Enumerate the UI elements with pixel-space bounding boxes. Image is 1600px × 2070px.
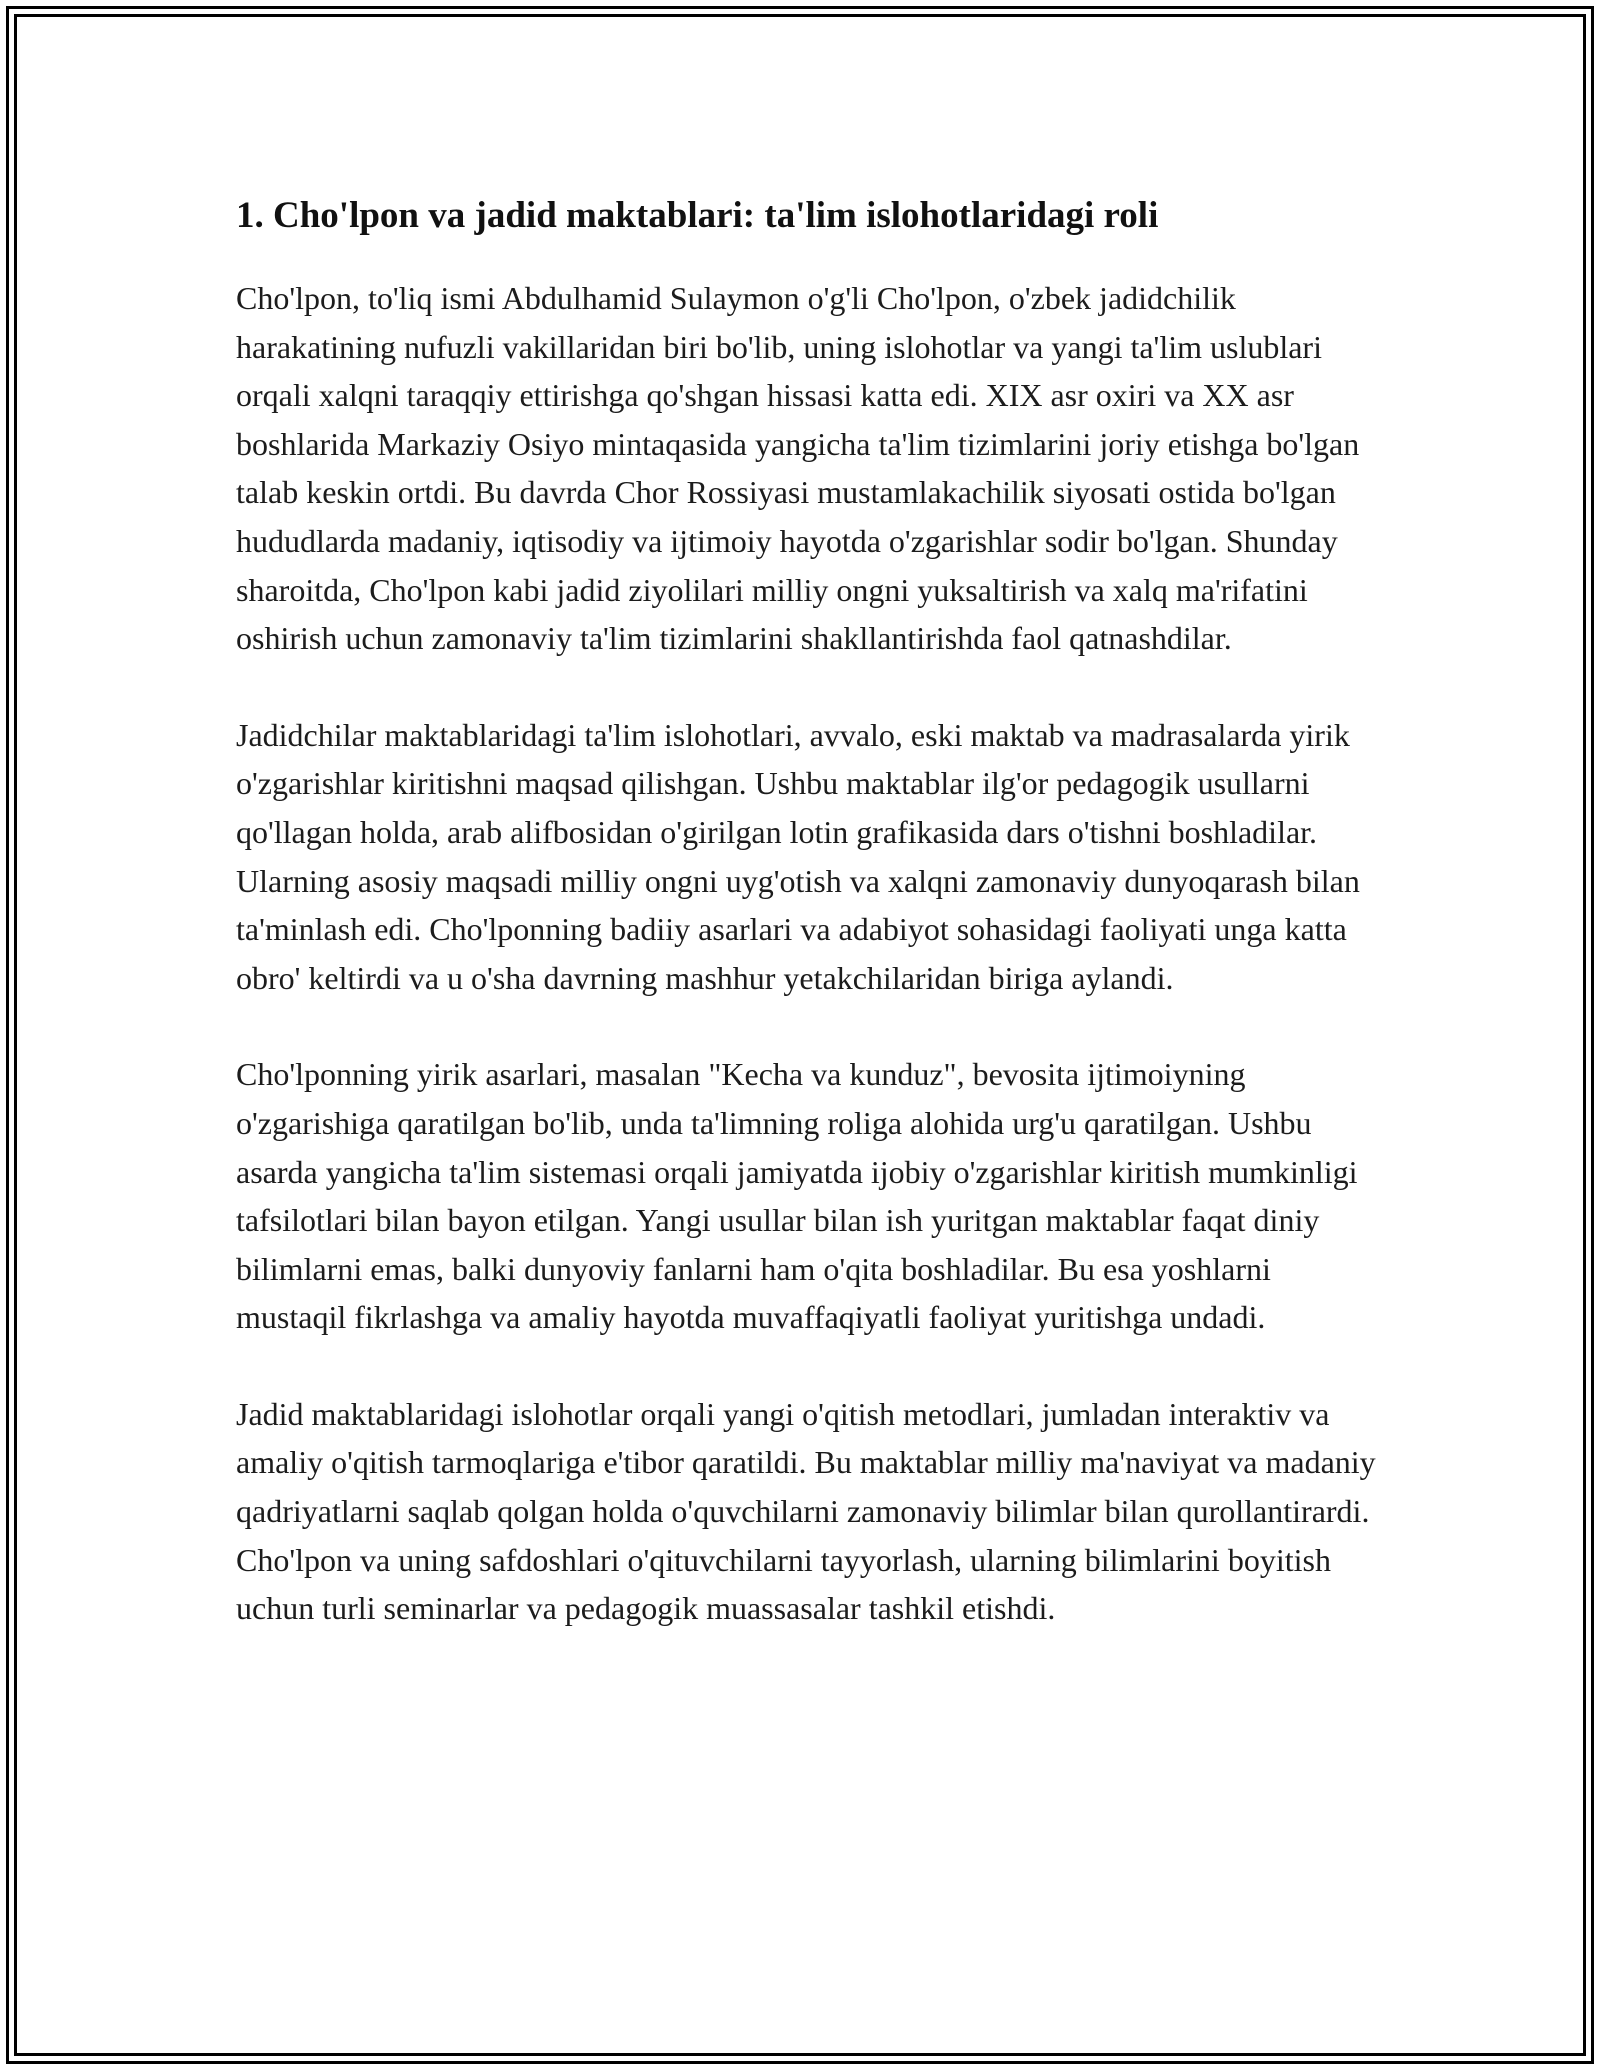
paragraph-3: Cho'lponning yirik asarlari, masalan "Kecha va kunduz", bevosita ijtimoiyning o'zgarishiga qaratilgan bo'lib, unda ta'limning roliga alohida urg'u qaratilgan. Ushbu asarda yangicha ta'lim sistemasi orqali jamiyatda ijobiy o'zgarishlar kiritish mumkinligi tafsilotlari bilan bayon etilgan. Yangi usullar bilan ish yuritgan maktablar faqat diniy bilimlarni emas, balki dunyoviy fanlarni ham o'qita boshladilar. Bu esa yoshlarni mustaqil fikrlashga va amaliy hayotda muvaffaqiyatli faoliyat yuritishga undadi. xyxy=(236,1056,1358,1336)
document-body xyxy=(236,180,1376,1633)
paragraph-2: Jadidchilar maktablaridagi ta'lim islohotlari, avvalo, eski maktab va madrasalarda yirik o'zgarishlar kiritishni maqsad qilishgan. Ushbu maktablar ilg'or pedagogik usullarni qo'llagan holda, arab alifbosidan o'girilgan lotin grafikasida dars o'tishni boshladilar. Ularning asosiy maqsadi milliy ongni uyg'otish va xalqni zamonaviy dunyoqarash bilan ta'minlash edi. Cho'lponning badiiy asarlari va adabiyot sohasidagi faoliyati unga katta obro' keltirdi va u o'sha davrning mashhur yetakchilaridan biriga aylandi. xyxy=(236,716,1360,996)
paragraph-4: Jadid maktablaridagi islohotlar orqali yangi o'qitish metodlari, jumladan interaktiv va amaliy o'qitish tarmoqlariga e'tibor qaratildi. Bu maktablar milliy ma'naviyat va madaniy qadriyatlarni saqlab qolgan holda o'quvchilarni zamonaviy bilimlar bilan qurollantirardi. Cho'lpon va uning safdoshlari o'qituvchilarni tayyorlash, ularning bilimlarini boyitish uchun turli seminarlar va pedagogik muassasalar tashkil etishdi. xyxy=(236,1395,1376,1627)
paragraph-1: Cho'lpon, to'liq ismi Abdulhamid Sulaymon o'g'li Cho'lpon, o'zbek jadidchilik harakatining nufuzli vakillaridan biri bo'lib, uning islohotlar va yangi ta'lim uslublari orqali xalqni taraqqiy ettirishga qo'shgan hissasi katta edi. XIX asr oxiri va XX asr boshlarida Markaziy Osiyo mintaqasida yangicha ta'lim tizimlarini joriy etishga bo'lgan talab keskin ortdi. Bu davrda Chor Rossiyasi mustamlakachilik siyosati ostida bo'lgan hududlarda madaniy, iqtisodiy va ijtimoiy hayotda o'zgarishlar sodir bo'lgan. Shunday sharoitda, Cho'lpon kabi jadid ziyolilari milliy ongni yuksaltirish va xalq ma'rifatini oshirish uchun zamonaviy ta'lim tizimlarini shakllantirishda faol qatnashdilar. xyxy=(236,280,1360,657)
document-title: 1. Cho'lpon va jadid maktablari: ta'lim islohotlaridagi roli xyxy=(236,195,1159,236)
